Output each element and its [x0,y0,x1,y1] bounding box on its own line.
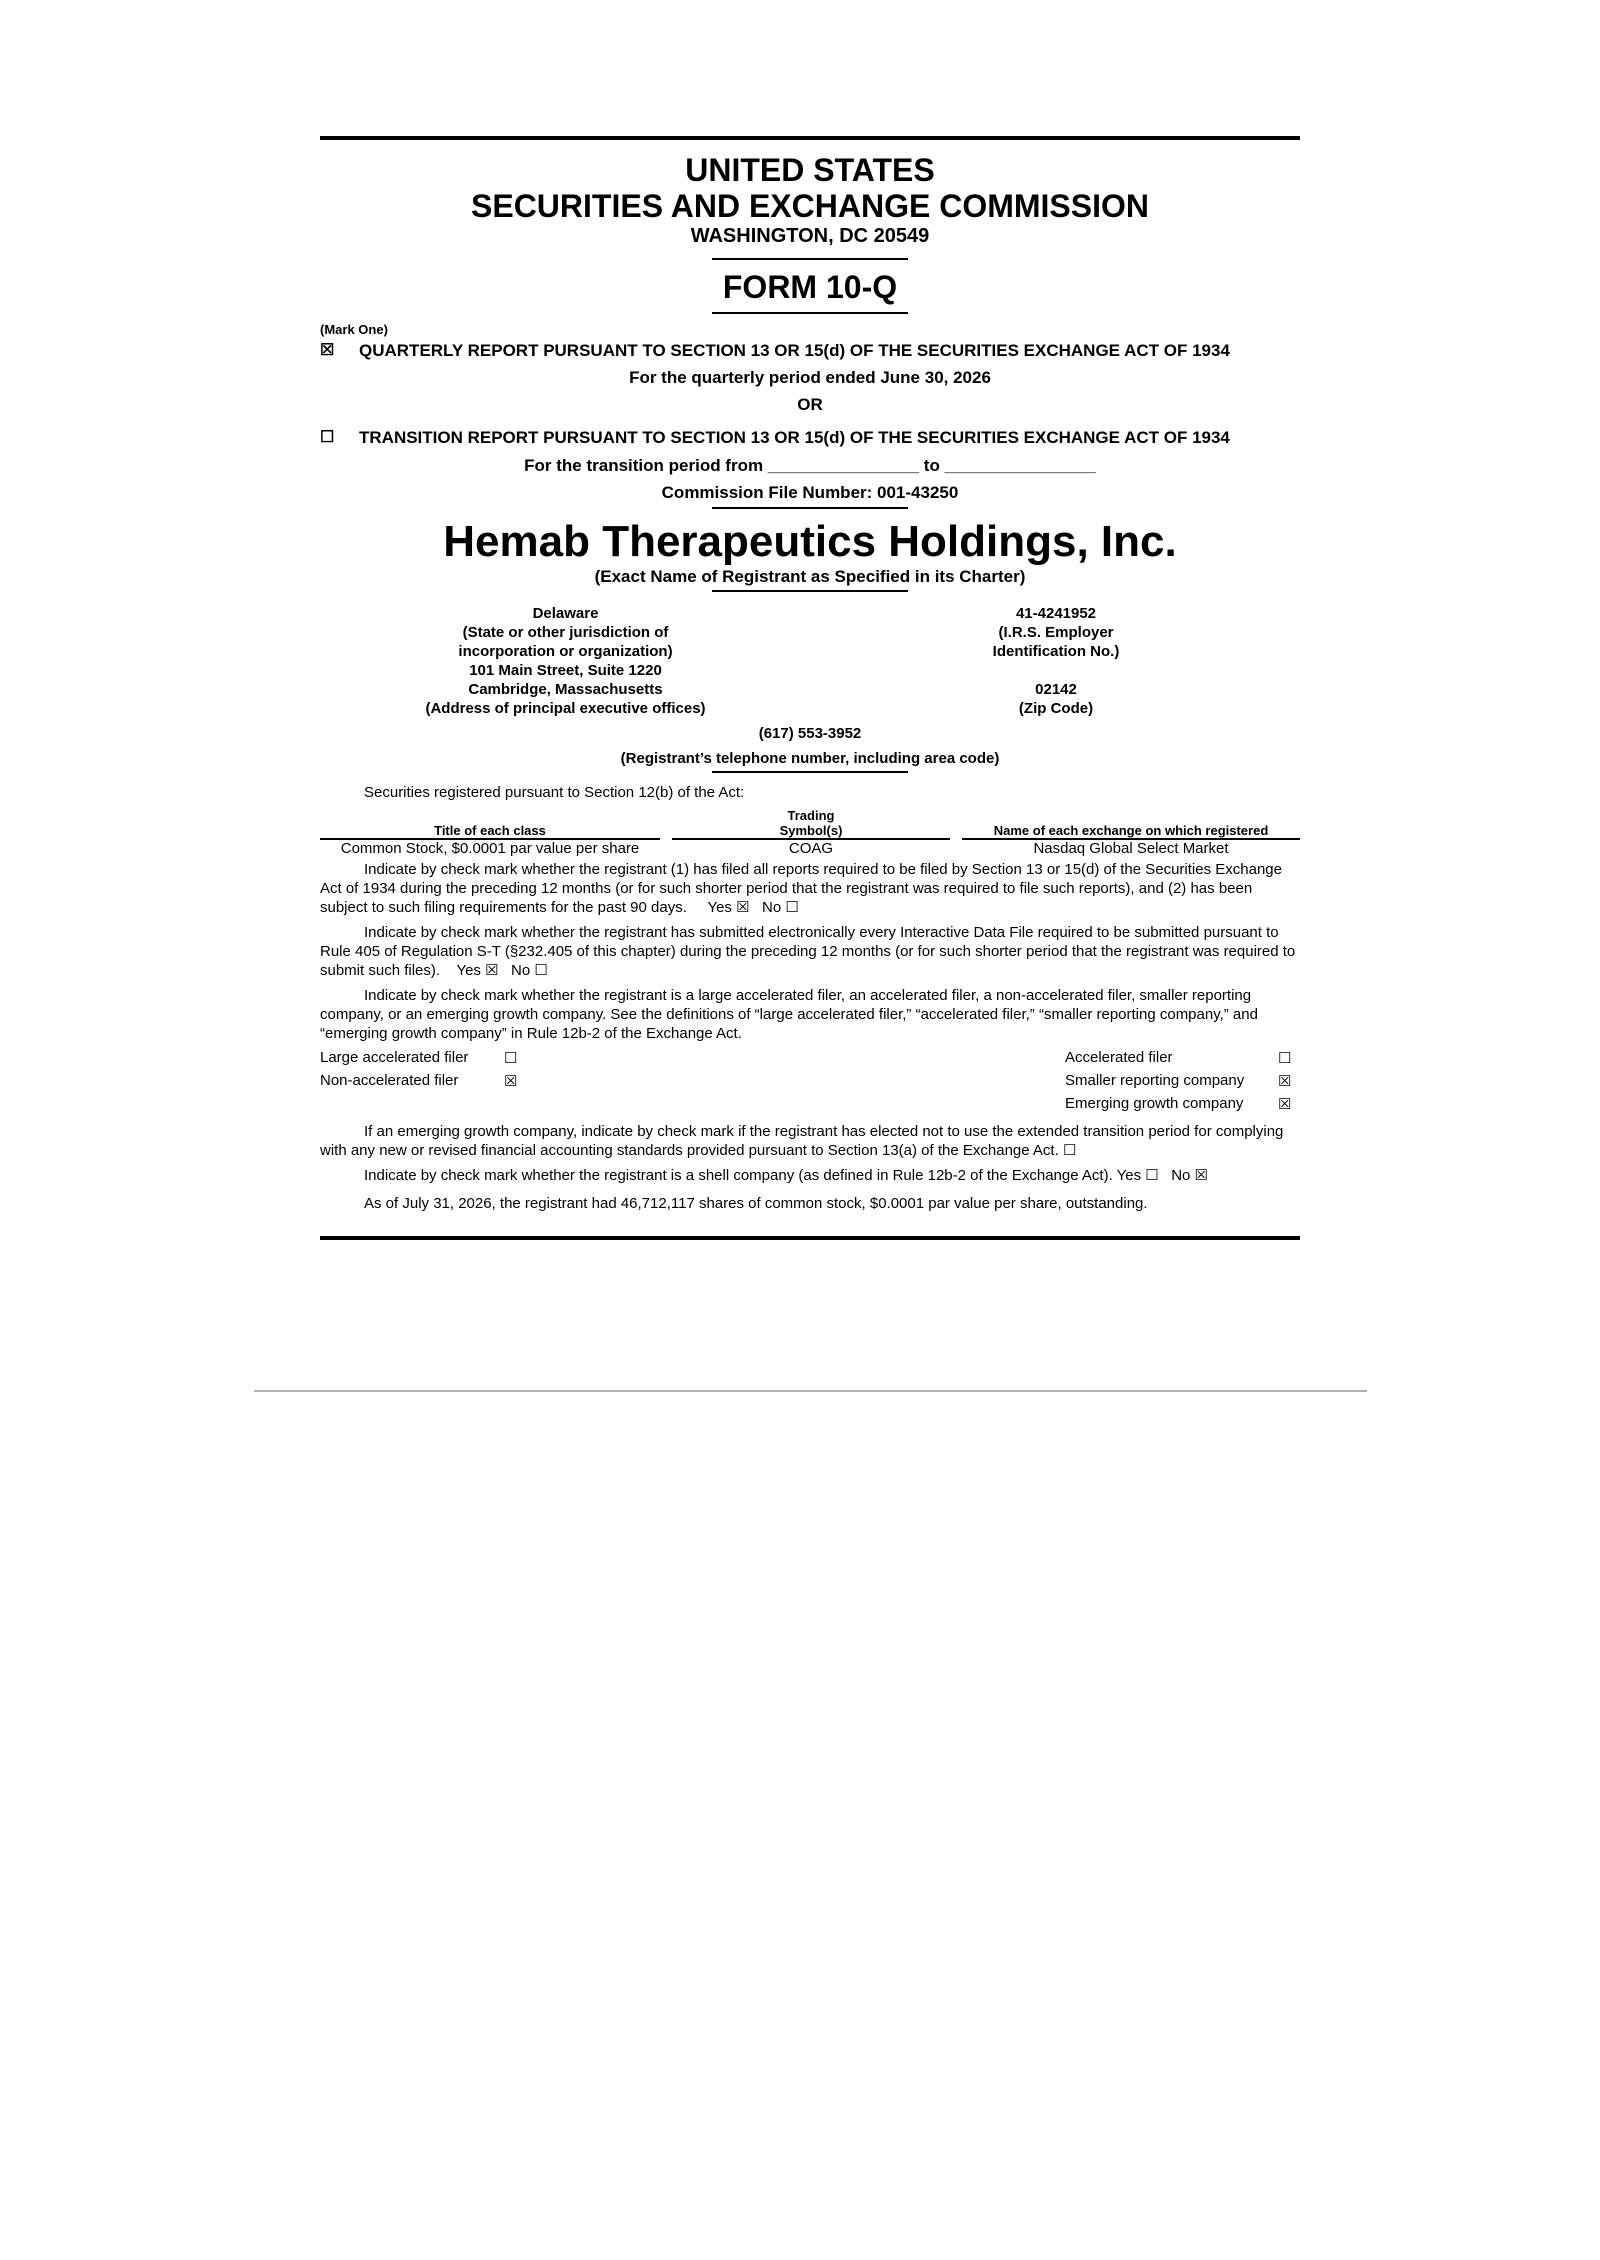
top-rule [320,136,1300,140]
or-separator: OR [797,395,823,414]
exchange-name-cell: Nasdaq Global Select Market [1033,840,1229,857]
securities-intro: Securities registered pursuant to Section 12(b) of the Act: [364,784,745,801]
securities-header-row [320,808,1300,840]
quarterly-period: For the quarterly period ended June 30, 2026 [629,368,991,387]
quarterly-checkbox: ☒ [320,342,335,359]
transition-checkbox: ☐ [320,429,335,446]
zip-value: 02142 [1035,681,1077,698]
shell-company-paragraph: Indicate by check mark whether the registrant is a shell company (as defined in Rule 12b-2 of the Exchange Act). Yes ☐ No ☒ [364,1167,1209,1184]
filer-row-2 [320,1072,1300,1095]
gap-cell [660,808,672,840]
symbol-header-line-1: Trading [787,808,835,823]
commission-file-number: Commission File Number: 001-43250 [661,483,959,502]
jurisdiction-column [320,604,811,718]
gap-cell [950,808,962,840]
accelerated-filer-checkbox[interactable]: ☐ [1278,1050,1292,1067]
country-heading: UNITED STATES [685,152,935,188]
transition-period: For the transition period from ________________ to ________________ [524,456,1096,475]
transition-report-row [320,427,1300,449]
commission-rule [712,507,908,509]
address-line-1: 101 Main Street, Suite 1220 [469,662,662,679]
registrant-name: Hemab Therapeutics Holdings, Inc. [443,517,1177,566]
emerging-growth-company-label: Emerging growth company [1065,1095,1244,1112]
irs-caption-line-2: Identification No.) [992,643,1120,660]
interactive-data-answer: Yes ☒ No ☐ [456,962,548,979]
gap-cell [660,840,672,858]
exchange-header-cell [962,808,1300,840]
securities-table [320,808,1300,858]
irs-value: 41-4241952 [1015,605,1097,622]
egc-transition-paragraph: If an emerging growth company, indicate by check mark if the registrant has elected not to use the extended transition period for complying with any new or revised financial accounting standards provided pursuant to Section 13(a) of the Exchange Act. ☐ [320,1123,1284,1159]
cover-page [320,0,1300,1240]
filed-reports-text: Indicate by check mark whether the registrant (1) has filed all reports required to be filed by Section 13 or 15(d) of the Securities Exchange Act of 1934 during the preceding 12 months (or for such shorter period that the registrant was required to file such reports), and (2) has been subject to such filing requirements for the past 90 days. [320,861,1282,916]
smaller-reporting-company-checkbox[interactable]: ☒ [1278,1073,1292,1090]
form-top-rule [712,258,908,260]
state-caption-line-1: (State or other jurisdiction of [462,624,669,641]
zip-caption: (Zip Code) [1018,700,1094,717]
registrant-name-caption: (Exact Name of Registrant as Specified in its Charter) [594,567,1026,586]
large-accelerated-filer-checkbox[interactable]: ☐ [504,1050,518,1067]
interactive-data-paragraph [320,923,1300,980]
bottom-rule [320,1236,1300,1240]
form-bottom-rule [712,312,908,314]
symbol-header-cell [672,808,950,840]
phone-rule [712,771,908,773]
irs-caption-line-1: (I.R.S. Employer [998,624,1114,641]
phone-number: (617) 553-3952 [758,725,862,742]
large-accelerated-filer-label: Large accelerated filer [320,1049,469,1066]
security-title-cell: Common Stock, $0.0001 par value per share [340,840,640,857]
name-rule [712,590,908,592]
quarterly-report-row [320,340,1300,362]
symbol-header-line-2: Symbol(s) [672,823,950,840]
accelerated-filer-label: Accelerated filer [1065,1049,1173,1066]
page-footer-rule [254,1390,1367,1392]
filer-row-3 [320,1095,1300,1118]
filed-reports-paragraph [320,860,1300,917]
filed-reports-answer: Yes ☒ No ☐ [707,899,799,916]
spacer [891,661,1221,680]
non-accelerated-filer-label: Non-accelerated filer [320,1072,459,1089]
transition-report-text: TRANSITION REPORT PURSUANT TO SECTION 13 OR 15(d) OF THE SECURITIES EXCHANGE ACT OF 1934 [359,428,1230,447]
agency-heading: SECURITIES AND EXCHANGE COMMISSION [471,188,1149,224]
filer-status-grid [320,1049,1300,1118]
interactive-data-text: Indicate by check mark whether the registrant has submitted electronically every Interactive Data File required to be submitted pursuant to Rule 405 of Regulation S-T (§232.405 of this chapter) during the preceding 12 months (or for such shorter period that the registrant was required to submit such files). [320,924,1296,979]
irs-column [891,604,1221,718]
mark-one-label: (Mark One) [320,322,388,337]
address-line-2: Cambridge, Massachusetts [468,681,663,698]
city-heading: WASHINGTON, DC 20549 [690,225,930,247]
non-accelerated-filer-checkbox[interactable]: ☒ [504,1073,518,1090]
exchange-header: Name of each exchange on which registered [962,823,1300,840]
title-header-cell [320,808,660,840]
address-caption: (Address of principal executive offices) [425,700,706,717]
table-row [320,840,1300,858]
title-header: Title of each class [320,823,660,840]
state-caption-line-2: incorporation or organization) [458,643,673,660]
emerging-growth-company-checkbox[interactable]: ☒ [1278,1096,1292,1113]
shares-outstanding-paragraph: As of July 31, 2026, the registrant had 46,712,117 shares of common stock, $0.0001 par value per share, outstanding. [364,1195,1148,1212]
quarterly-report-text: QUARTERLY REPORT PURSUANT TO SECTION 13 OR 15(d) OF THE SECURITIES EXCHANGE ACT OF 1934 [359,341,1230,360]
state-value: Delaware [532,605,599,622]
registrant-details [320,604,1300,718]
filer-status-paragraph: Indicate by check mark whether the registrant is a large accelerated filer, an accelerated filer, a non-accelerated filer, smaller reporting company, or an emerging growth company. See the definitions of “large accelerated filer,” “accelerated filer,” “smaller reporting company,” and “emerging growth company” in Rule 12b-2 of the Exchange Act. [320,987,1258,1042]
gap-cell [950,840,962,858]
phone-caption: (Registrant’s telephone number, including area code) [620,750,1000,767]
smaller-reporting-company-label: Smaller reporting company [1065,1072,1245,1089]
filer-row-1 [320,1049,1300,1072]
form-title: FORM 10-Q [722,269,898,305]
trading-symbol-cell: COAG [788,840,834,857]
